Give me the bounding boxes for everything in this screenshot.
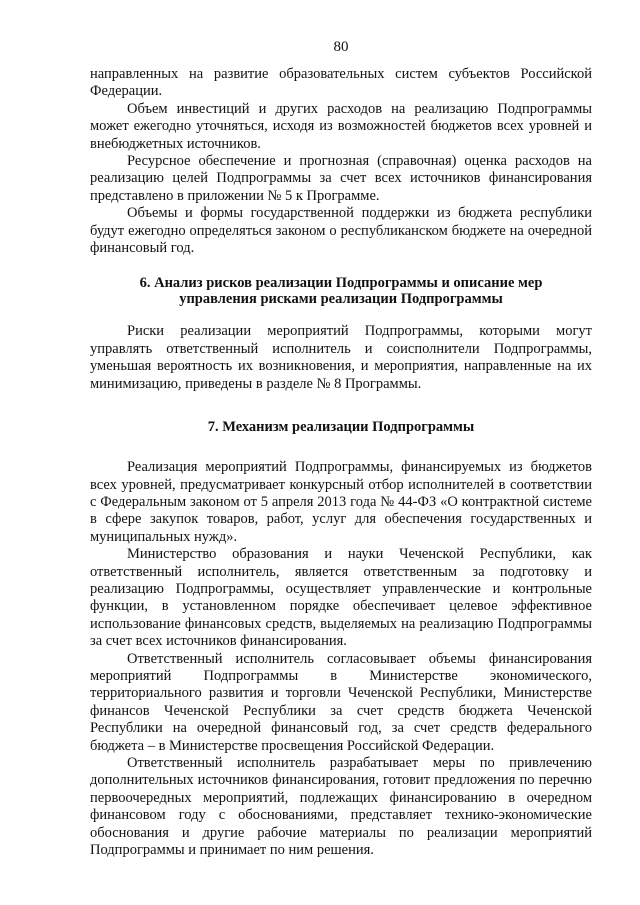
- section-6-heading: [90, 275, 592, 307]
- paragraph: Реализация мероприятий Подпрограммы, финансируемых из бюджетов всех уровней, предусматривает конкурсный отбор исполнителей в соответствии с Федеральным законом от 5 апреля 2013 года № 44-ФЗ «О контрактной системе в сфере закупок товаров, работ, услуг для обеспечения государственных и муниципальных нужд».: [90, 459, 592, 545]
- paragraph: Риски реализации мероприятий Подпрограммы, которыми могут управлять ответственный исполнитель и соисполнители Подпрограммы, уменьшая вероятность их возникновения, и мероприятия, направленные на их минимизацию, приведены в разделе № 8 Программы.: [90, 323, 592, 392]
- section-6-title-line-2: управления рисками реализации Подпрограммы: [179, 291, 503, 308]
- section-spacer: [90, 307, 592, 323]
- section-spacer: [90, 393, 592, 419]
- page-number: 80: [333, 39, 349, 55]
- paragraph: Министерство образования и науки Чеченской Республики, как ответственный исполнитель, является ответственным за подготовку и реализацию Подпрограммы, осуществляет управленческие и контрольные функции, в установленном порядке обеспечивает целевое эффективное использование финансовых средств, выделяемых на реализацию Подпрограммы за счет всех источников финансирования.: [90, 546, 592, 650]
- paragraph: Ответственный исполнитель разрабатывает меры по привлечению дополнительных источников финансирования, готовит предложения по перечню первоочередных мероприятий, подлежащих финансированию в очередном финансовом году с обоснованиями, представляет технико-экономические обоснования и другие рабочие материалы по реализации мероприятий Подпрограммы и принимает по ним решения.: [90, 755, 592, 859]
- section-spacer: [90, 435, 592, 459]
- section-6-title-line-1: 6. Анализ рисков реализации Подпрограммы и описание мер: [139, 275, 543, 292]
- paragraph-continuation: направленных на развитие образовательных систем субъектов Российской Федерации.: [90, 66, 592, 100]
- section-spacer: [90, 257, 592, 275]
- paragraph: Ресурсное обеспечение и прогнозная (справочная) оценка расходов на реализацию целей Подпрограммы за счет всех источников финансирования представлено в приложении № 5 к Программе.: [90, 153, 592, 204]
- paragraph: Ответственный исполнитель согласовывает объемы финансирования мероприятий Подпрограммы в Министерстве экономического, территориального развития и торговли Чеченской Республики, Министерстве финансов Чеченской Республики за счет средств бюджета Чеченской Республики на очередной финансовый год, за счет средств федерального бюджета – в Министерстве просвещения Российской Федерации.: [90, 650, 592, 754]
- page-content: [90, 66, 592, 859]
- paragraph: Объемы и формы государственной поддержки из бюджета республики будут ежегодно определяться законом о республиканском бюджете на очередной финансовый год.: [90, 205, 592, 257]
- document-page: [90, 0, 592, 905]
- section-7-heading: 7. Механизм реализации Подпрограммы: [207, 419, 475, 436]
- paragraph: Объем инвестиций и других расходов на реализацию Подпрограммы может ежегодно уточняться, исходя из возможностей бюджетов всех уровней и внебюджетных источников.: [90, 100, 592, 152]
